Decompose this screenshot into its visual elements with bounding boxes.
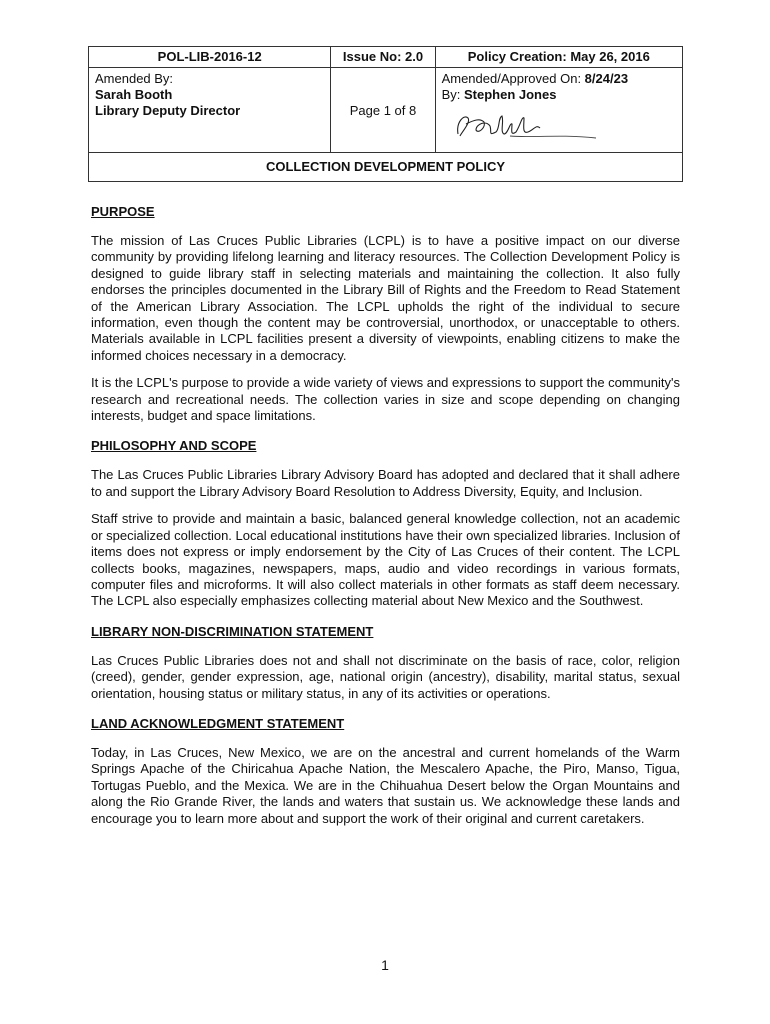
land-acknowledgment-heading: LAND ACKNOWLEDGMENT STATEMENT [91,715,345,731]
by-label: By: [441,87,464,102]
policy-creation-date: Policy Creation: May 26, 2016 [435,47,682,68]
approver-name: Stephen Jones [463,87,557,102]
amended-by-title: Library Deputy Director [95,103,241,118]
policy-body [91,204,680,838]
nondiscrimination-heading: LIBRARY NON-DISCRIMINATION STATEMENT [91,623,374,639]
philosophy-paragraph-1: The Las Cruces Public Libraries Library Advisory Board has adopted and declared that it shall adhere to and support the Library Advisory Board Resolution to Address Diversity, Equity, and Inclusion. [91,467,680,499]
approved-label: Amended/Approved On: [441,71,585,86]
issue-number: Issue No: 2.0 [331,47,435,68]
policy-id: POL-LIB-2016-12 [89,47,331,68]
nondiscrimination-paragraph: Las Cruces Public Libraries does not and shall not discriminate on the basis of race, color, religion (creed), gender, gender expression, age, national origin (ancestry), disability, marital status, sexual orientation, housing status or military status, in any of its activities or operations. [91,652,680,701]
approved-date: 8/24/23 [584,71,629,86]
purpose-paragraph-2: It is the LCPL's purpose to provide a wide variety of views and expressions to support the community's research and recreational needs. The collection varies in size and scope depending on changing interests, budget and space limitations. [91,375,680,424]
policy-header-table [88,46,683,182]
purpose-heading: PURPOSE [91,204,155,219]
page-number: 1 [381,957,389,973]
amended-by-label: Amended By: [95,71,174,86]
philosophy-paragraph-2: Staff strive to provide and maintain a basic, balanced general knowledge collection, not an academic or specialized collection. Local educational institutions have their own specialized libraries. Inclusion of items does not express or imply endorsement by the City of Las Cruces of their content. The LCPL collects books, magazines, newspapers, maps, audio and video recordings in various formats, computer files and microforms. It will also collect materials in other formats as staff deem necessary. The LCPL also especially emphasizes collecting material about New Mexico and the Southwest. [91,511,680,609]
approval-cell [435,68,682,153]
purpose-paragraph-1: The mission of Las Cruces Public Libraries (LCPL) is to have a positive impact on our diverse community by providing lifelong learning and literacy resources. The Collection Development Policy is designed to guide library staff in selecting materials and maintaining the collection. It also fully endorses the principles documented in the Library Bill of Rights and the Freedom to Read Statement of the American Library Association. The LCPL upholds the right of the individual to secure information, even though the content may be controversial, unorthodox, or unacceptable to others. Materials available in LCPL facilities present a diversity of viewpoints, enabling citizens to make the informed choices necessary in a democracy. [91,233,680,363]
land-acknowledgment-paragraph: Today, in Las Cruces, New Mexico, we are on the ancestral and current homelands of the Warm Springs Apache of the Chiricahua Apache Nation, the Mescalero Apache, the Piro, Manso, Tigua, Tortugas Pueblo, and the Mexica. We are in the Chihuahua Desert below the Organ Mountains and along the Rio Grande River, the lands and waters that sustain us. We acknowledge these lands and encourage you to learn more about and support the work of their original and current caretakers. [91,744,680,826]
philosophy-heading: PHILOSOPHY AND SCOPE [91,438,257,454]
page-count: Page 1 of 8 [331,68,435,153]
amended-by-name: Sarah Booth [95,87,173,102]
document-title: COLLECTION DEVELOPMENT POLICY [89,153,683,182]
signature-image [450,108,600,142]
amended-by-cell [89,68,331,153]
